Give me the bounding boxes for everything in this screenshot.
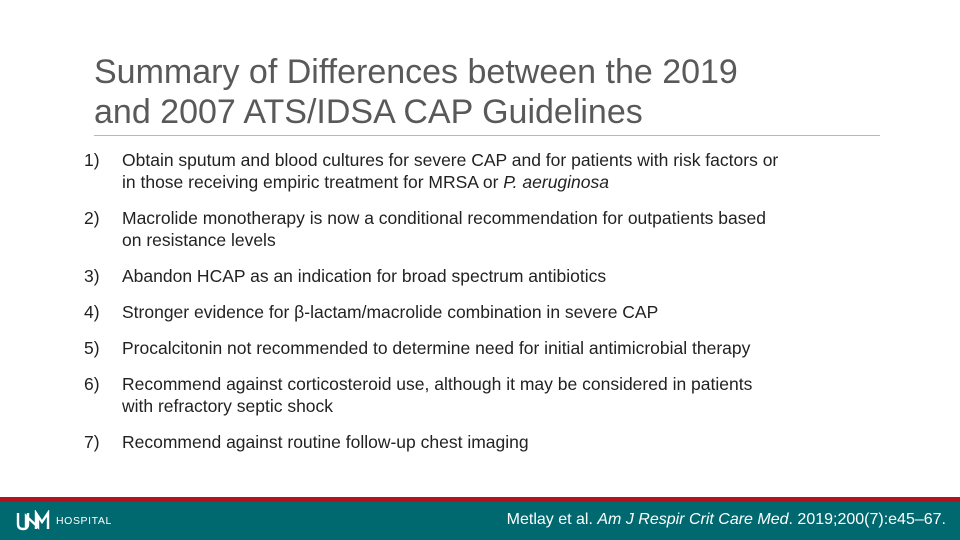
item-number: 4) <box>84 302 100 322</box>
item-number: 7) <box>84 432 100 452</box>
item-text-line <box>122 171 894 193</box>
citation-journal: Am J Respir Crit Care Med <box>597 511 789 528</box>
list-item <box>84 337 894 359</box>
title-line-1: Summary of Differences between the 2019 <box>94 53 738 91</box>
item-text-line: on resistance levels <box>122 230 276 250</box>
list-item <box>84 431 894 453</box>
item-text-line: Abandon HCAP as an indication for broad spectrum antibiotics <box>122 266 607 286</box>
item-text-segment: in those receiving empiric treatment for MRSA or <box>122 172 504 192</box>
logo-text: HOSPITAL <box>56 515 112 527</box>
differences-list <box>84 149 894 453</box>
title-line-2: and 2007 ATS/IDSA CAP Guidelines <box>94 93 643 131</box>
citation-author: Metlay et al. <box>506 511 598 528</box>
citation-details: . 2019;200(7):e45–67. <box>788 511 946 528</box>
hospital-logo <box>16 510 112 532</box>
unm-logo-icon <box>16 510 50 532</box>
list-item <box>84 373 894 417</box>
item-number: 2) <box>84 208 100 228</box>
item-text-italic: P. aeruginosa <box>503 172 610 192</box>
item-number: 3) <box>84 266 100 286</box>
item-number: 6) <box>84 374 100 394</box>
item-text-line: Recommend against corticosteroid use, although it may be considered in patients <box>122 374 753 394</box>
list-item <box>84 207 894 251</box>
item-text-line: Macrolide monotherapy is now a conditional recommendation for outpatients based <box>122 208 766 228</box>
list-item <box>84 149 894 193</box>
item-number: 5) <box>84 338 100 358</box>
slide-title <box>94 52 894 132</box>
item-number: 1) <box>84 150 100 170</box>
list-item <box>84 265 894 287</box>
item-text-line: Obtain sputum and blood cultures for severe CAP and for patients with risk factors or <box>122 150 779 170</box>
citation <box>507 511 946 529</box>
item-text-line: with refractory septic shock <box>122 396 334 416</box>
item-text-line: Recommend against routine follow-up chest imaging <box>122 432 529 452</box>
item-text-line: Stronger evidence for β-lactam/macrolide combination in severe CAP <box>122 302 659 322</box>
title-divider <box>94 135 880 136</box>
list-item <box>84 301 894 323</box>
item-text-line: Procalcitonin not recommended to determine need for initial antimicrobial therapy <box>122 338 751 358</box>
